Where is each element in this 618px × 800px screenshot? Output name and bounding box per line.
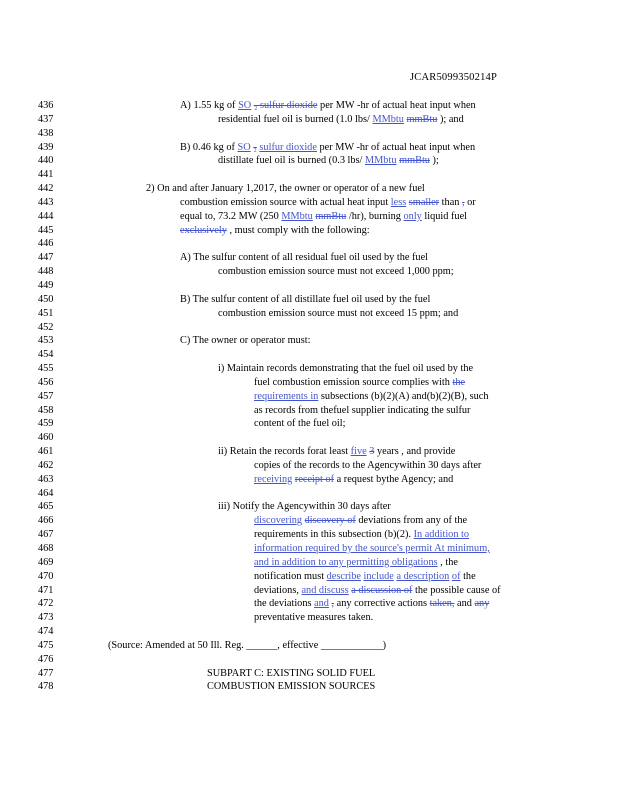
line-text — [180, 251, 428, 265]
line-number: 464 — [38, 487, 54, 499]
line-segment: the possible cause of — [412, 584, 501, 596]
document-line — [0, 542, 618, 556]
line-number: 475 — [38, 639, 54, 651]
line-number: 442 — [38, 183, 54, 195]
line-segment: , must comply with the following: — [226, 224, 370, 236]
inserted-text: of — [451, 570, 461, 582]
document-line — [0, 639, 618, 653]
document-line — [0, 611, 618, 625]
deleted-text: mmBtu — [315, 210, 347, 222]
inserted-text: information required by the source's permit At minimum, — [254, 543, 490, 554]
deleted-text: mmBtu — [406, 113, 438, 125]
line-number: 457 — [38, 390, 54, 402]
document-line — [0, 113, 618, 127]
line-number: 447 — [38, 252, 54, 264]
line-number: 467 — [38, 529, 54, 541]
document-line — [0, 459, 618, 473]
line-number: 460 — [38, 432, 54, 444]
line-text — [218, 113, 464, 127]
line-segment: SUBPART C: EXISTING SOLID FUEL — [207, 667, 376, 679]
line-text — [180, 334, 311, 348]
document-line — [0, 431, 618, 445]
inserted-text: MMbtu — [372, 113, 404, 125]
document-line — [0, 251, 618, 265]
deleted-text: ₂ — [253, 141, 257, 153]
line-segment: content of the fuel oil; — [254, 418, 346, 430]
document-line — [0, 224, 618, 238]
document-line — [0, 653, 618, 667]
document-line — [0, 237, 618, 251]
line-segment: subsections (b)(2)(A) and(b)(2)(B), such — [318, 390, 489, 402]
line-text — [218, 445, 455, 459]
line-text — [254, 514, 467, 528]
document-line — [0, 362, 618, 376]
inserted-text: and discuss — [301, 584, 349, 596]
document-line — [0, 584, 618, 598]
document-line — [0, 168, 618, 182]
document-line — [0, 334, 618, 348]
line-segment: C) The owner or operator must: — [180, 335, 311, 347]
line-number: 474 — [38, 626, 54, 638]
inserted-text: discovering — [254, 515, 303, 527]
line-number: 458 — [38, 404, 54, 416]
line-text — [218, 265, 454, 279]
line-number: 476 — [38, 653, 54, 665]
line-text — [218, 362, 473, 376]
line-text — [254, 611, 373, 625]
line-text — [146, 182, 425, 196]
document-line — [0, 376, 618, 390]
line-text — [254, 376, 465, 390]
line-number: 439 — [38, 141, 54, 153]
line-segment: ); — [429, 155, 439, 167]
line-segment: copies of the records to the Agencywithin 30 days after — [254, 459, 482, 471]
line-number: 437 — [38, 113, 54, 125]
line-number: 477 — [38, 667, 54, 679]
inserted-text: describe — [326, 570, 361, 582]
line-number: 436 — [38, 100, 54, 111]
line-segment: fuel combustion emission source complies with — [254, 376, 453, 388]
line-number: 462 — [38, 459, 54, 471]
line-segment: 2) On and after January 1,2017, the owner or operator of a new fuel — [146, 183, 425, 195]
line-number: 471 — [38, 584, 54, 596]
line-segment: i) Maintain records demonstrating that the fuel oil used by the — [218, 363, 474, 375]
inserted-text: MMbtu — [281, 210, 313, 222]
line-number: 463 — [38, 473, 54, 485]
line-segment: a request bythe Agency; and — [334, 473, 454, 485]
line-text — [254, 542, 490, 556]
line-segment: (Source: Amended at 50 Ill. Reg. ______, effective ____________) — [108, 639, 387, 651]
document-line — [0, 348, 618, 362]
line-segment: as records from thefuel supplier indicating the sulfur — [254, 404, 471, 416]
document-line — [0, 307, 618, 321]
line-segment: notification must — [254, 570, 327, 582]
line-text — [254, 584, 501, 598]
line-segment: B) The sulfur content of all distillate fuel oil used by the fuel — [180, 293, 431, 305]
document-line — [0, 570, 618, 584]
document-line — [0, 127, 618, 141]
line-text — [207, 680, 375, 694]
deleted-text: any — [474, 598, 490, 610]
line-number: 465 — [38, 501, 54, 513]
line-text — [180, 293, 430, 307]
line-segment: , the — [437, 556, 458, 568]
inserted-text: SO — [238, 100, 252, 111]
inserted-text: and in addition to any permitting obligations — [254, 556, 438, 568]
line-text — [254, 473, 453, 487]
inserted-text: less — [390, 196, 407, 208]
deleted-text: mmBtu — [399, 155, 430, 167]
inserted-text: include — [363, 570, 394, 582]
document-line — [0, 182, 618, 196]
numbered-lines — [0, 99, 618, 694]
line-number: 445 — [38, 224, 54, 236]
line-segment: B) 0.46 kg of — [180, 141, 238, 153]
line-number: 468 — [38, 543, 54, 554]
document-line — [0, 321, 618, 335]
line-number: 446 — [38, 238, 54, 250]
line-text — [254, 390, 488, 404]
deleted-text: the — [452, 376, 466, 388]
line-number: 450 — [38, 293, 54, 305]
line-number: 466 — [38, 515, 54, 527]
line-segment: any corrective actions — [334, 598, 430, 610]
line-number: 443 — [38, 196, 54, 208]
line-number: 444 — [38, 210, 54, 222]
deleted-text: ₂ sulfur dioxide — [253, 100, 318, 111]
line-text — [180, 99, 476, 113]
line-segment: ); and — [437, 113, 464, 125]
line-number: 472 — [38, 598, 54, 610]
line-segment: A) The sulfur content of all residual fuel oil used by the fuel — [180, 252, 429, 264]
inserted-text: five — [350, 446, 367, 458]
line-segment: COMBUSTION EMISSION SOURCES — [207, 681, 376, 693]
line-text — [254, 528, 469, 542]
line-number: 454 — [38, 349, 54, 361]
inserted-text: MMbtu — [365, 155, 397, 167]
line-number: 456 — [38, 376, 54, 388]
document-line — [0, 293, 618, 307]
line-number: 440 — [38, 155, 54, 167]
line-text — [254, 459, 481, 473]
document-line — [0, 99, 618, 113]
inserted-text: and — [314, 598, 329, 610]
line-segment: per MW -hr of actual heat input when — [317, 100, 476, 111]
line-text — [207, 667, 375, 681]
document-line — [0, 473, 618, 487]
line-text — [218, 500, 391, 514]
line-segment: ii) Retain the records forat least — [218, 446, 351, 458]
line-segment: requirements in this subsection (b)(2). — [254, 529, 414, 541]
line-number: 473 — [38, 612, 54, 624]
document-line — [0, 154, 618, 168]
line-number: 449 — [38, 279, 54, 291]
document-line — [0, 196, 618, 210]
line-text — [180, 224, 370, 238]
inserted-text: only — [403, 210, 422, 222]
line-segment: combustion emission source must not exceed 15 ppm; and — [218, 307, 459, 319]
line-segment: combustion emission source must not exceed 1,000 ppm; — [218, 266, 454, 278]
inserted-text: receiving — [254, 473, 293, 485]
document-line — [0, 417, 618, 431]
deleted-text: a discussion of — [351, 584, 413, 596]
document-line — [0, 141, 618, 155]
line-text — [254, 404, 470, 418]
line-text — [254, 417, 346, 431]
line-number: 459 — [38, 418, 54, 430]
inserted-text: SO — [237, 141, 251, 153]
line-number: 469 — [38, 556, 54, 568]
document-line — [0, 597, 618, 611]
document-line — [0, 404, 618, 418]
line-segment: years , and provide — [374, 446, 456, 458]
line-number: 441 — [38, 169, 54, 181]
line-text — [254, 597, 489, 611]
document-line — [0, 279, 618, 293]
document-line — [0, 390, 618, 404]
line-segment: A) 1.55 kg of — [180, 100, 239, 111]
inserted-text: In addition to — [413, 529, 470, 541]
document-line — [0, 500, 618, 514]
line-segment: iii) Notify the Agencywithin 30 days after — [218, 501, 391, 513]
document-line — [0, 528, 618, 542]
line-text — [108, 639, 386, 653]
deleted-text: exclusively — [180, 224, 227, 236]
line-segment: the deviations — [254, 598, 315, 610]
line-number: 452 — [38, 321, 54, 333]
deleted-text: , — [331, 598, 335, 610]
deleted-text: taken, — [429, 598, 455, 610]
line-segment: deviations from any of the — [355, 515, 468, 527]
line-text — [218, 154, 439, 168]
line-number: 478 — [38, 681, 54, 693]
line-text — [180, 196, 476, 210]
document-line — [0, 265, 618, 279]
line-segment: and — [454, 598, 475, 610]
line-segment: the — [460, 570, 476, 582]
line-text — [180, 141, 475, 155]
inserted-text: a description — [396, 570, 450, 582]
document-line — [0, 514, 618, 528]
document-line — [0, 556, 618, 570]
line-segment: liquid fuel — [421, 210, 468, 222]
document-line — [0, 667, 618, 681]
line-number: 461 — [38, 446, 54, 458]
document-line — [0, 210, 618, 224]
deleted-text: smaller — [408, 196, 440, 208]
document-header-code: JCAR5099350214P — [410, 72, 498, 83]
line-text — [254, 556, 458, 570]
inserted-text: requirements in — [254, 390, 319, 402]
document-line — [0, 487, 618, 501]
inserted-text: sulfur dioxide — [259, 141, 317, 153]
document-line — [0, 680, 618, 694]
line-segment: /hr), burning — [346, 210, 404, 222]
line-number: 455 — [38, 363, 54, 375]
deleted-text: discovery of — [304, 515, 356, 527]
line-segment: than — [439, 196, 462, 208]
line-number: 438 — [38, 127, 54, 139]
document-line — [0, 445, 618, 459]
line-segment: distillate fuel oil is burned (0.3 lbs/ — [218, 155, 365, 167]
line-number: 470 — [38, 570, 54, 582]
line-segment: combustion emission source with actual heat input — [180, 196, 391, 208]
deleted-text: 3 — [369, 446, 375, 458]
line-number: 448 — [38, 266, 54, 278]
line-segment: equal to, 73.2 MW (250 — [180, 210, 282, 222]
line-segment: deviations, — [254, 584, 302, 596]
line-segment: preventative measures taken. — [254, 612, 374, 624]
line-number: 451 — [38, 307, 54, 319]
line-text — [180, 210, 467, 224]
line-number: 453 — [38, 335, 54, 347]
document-line — [0, 625, 618, 639]
line-text — [218, 307, 458, 321]
line-segment: residential fuel oil is burned (1.0 lbs/ — [218, 113, 373, 125]
line-text — [254, 570, 476, 584]
line-segment: per MW -hr of actual heat input when — [316, 141, 476, 153]
line-segment: or — [464, 196, 476, 208]
deleted-text: receipt of — [294, 473, 335, 485]
deleted-text: , — [462, 196, 465, 208]
